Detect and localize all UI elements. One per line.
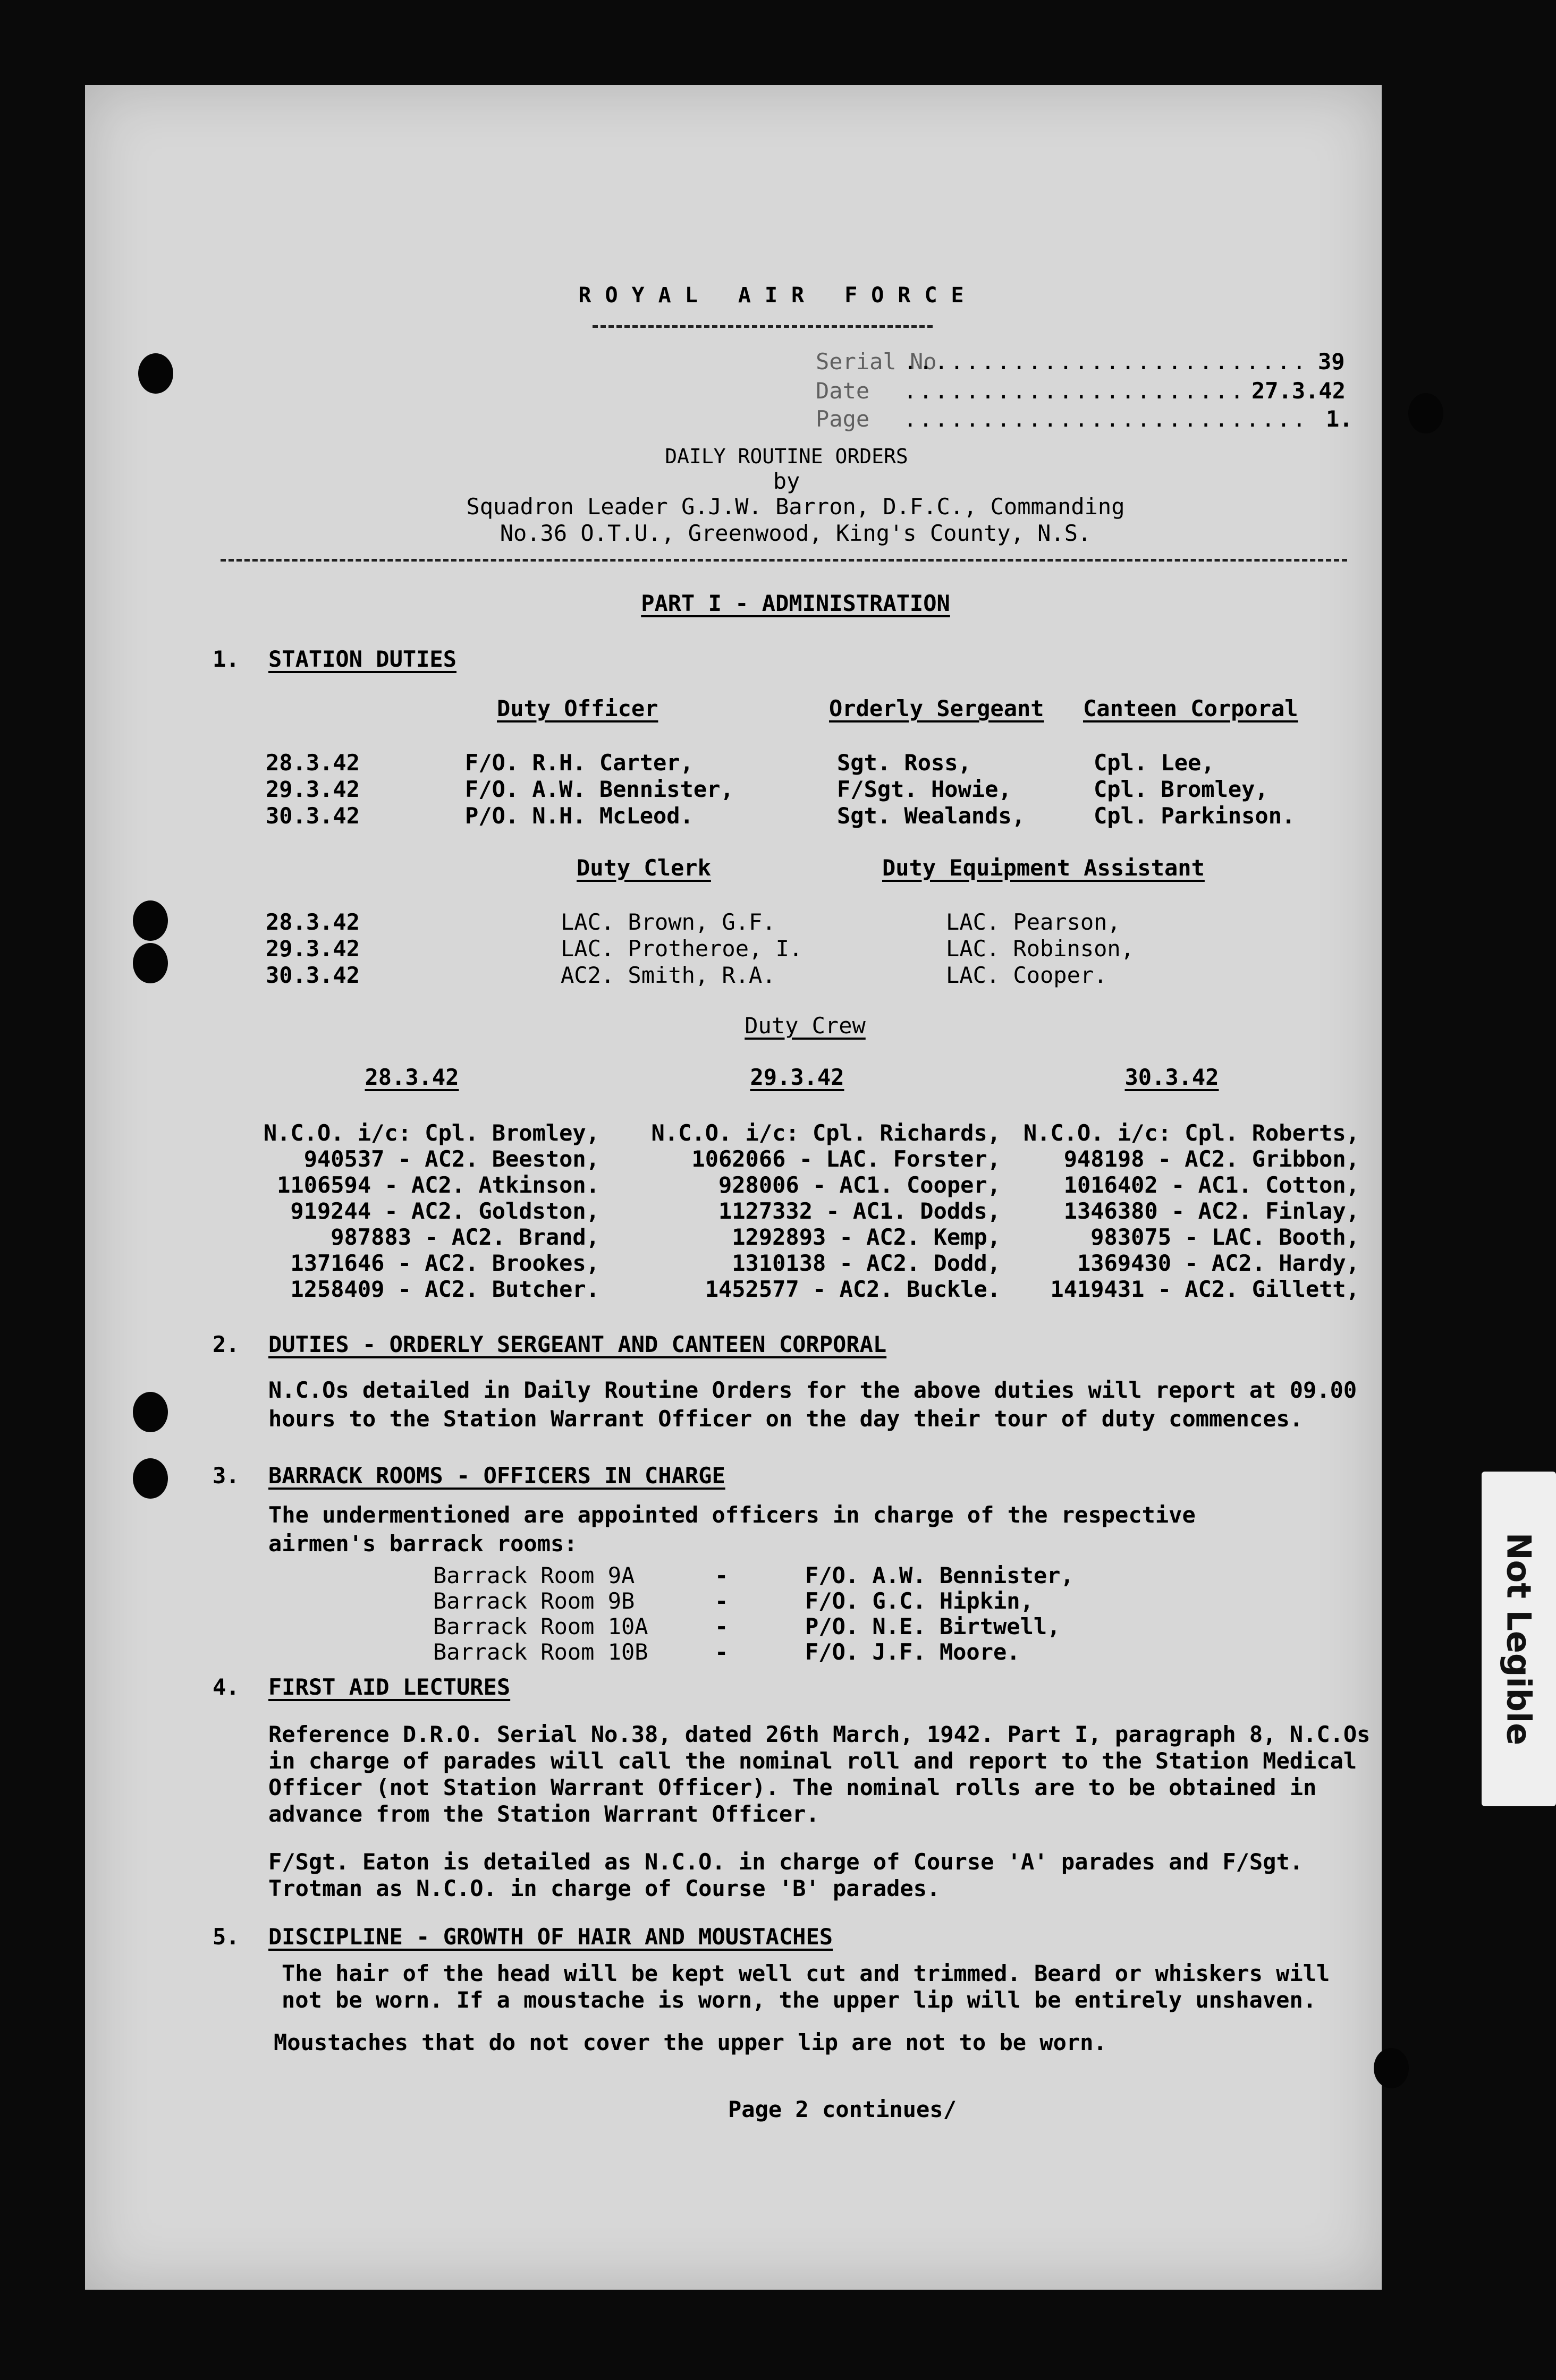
duty-clerk: AC2. Smith, R.A.	[561, 962, 776, 988]
paragraph-line: F/Sgt. Eaton is detailed as N.C.O. in charge of Course 'A' parades and F/Sgt.	[268, 1849, 1304, 1875]
separator: -	[715, 1613, 729, 1639]
part-title: PART I - ADMINISTRATION	[641, 590, 950, 616]
punch-hole	[133, 1392, 168, 1432]
page-dots: ..........................	[903, 406, 1308, 432]
orders-title: DAILY ROUTINE ORDERS	[665, 445, 908, 468]
paragraph-line: N.C.Os detailed in Daily Routine Orders for the above duties will report at 09.00	[268, 1377, 1357, 1403]
crew-line: 919244 - AC2. Goldston,	[290, 1198, 599, 1224]
barrack-officer: P/O. N.E. Birtwell,	[805, 1613, 1061, 1639]
section-paragraph	[282, 1960, 1330, 2013]
paragraph-line: The hair of the head will be kept well cut and trimmed. Beard or whiskers will	[282, 1960, 1330, 1986]
unit: No.36 O.T.U., Greenwood, King's County, N.S.	[500, 520, 1092, 546]
paragraph-line: hours to the Station Warrant Officer on the day their tour of duty commences.	[268, 1406, 1304, 1432]
crew-line: 1258409 - AC2. Butcher.	[290, 1276, 599, 1302]
date-label: Date	[816, 378, 870, 404]
separator: -	[715, 1639, 729, 1665]
barrack-officer: F/O. A.W. Bennister,	[805, 1562, 1074, 1588]
crew-line: 1452577 - AC2. Buckle.	[705, 1276, 1001, 1302]
separator: -	[715, 1562, 729, 1588]
barrack-room: Barrack Room 10A	[433, 1613, 648, 1639]
crew-date: 30.3.42	[1124, 1064, 1219, 1090]
paragraph-line: The undermentioned are appointed officers in charge of the respective	[268, 1502, 1196, 1528]
orders-by: by	[773, 468, 800, 494]
barrack-room: Barrack Room 10B	[433, 1639, 648, 1665]
clerk-date: 29.3.42	[266, 936, 360, 962]
punch-hole	[133, 943, 168, 983]
col-duty-equipment: Duty Equipment Assistant	[882, 855, 1205, 881]
section-paragraph: Moustaches that do not cover the upper lip are not to be worn.	[274, 2029, 1107, 2055]
crew-line: 1369430 - AC2. Hardy,	[1077, 1250, 1359, 1276]
equipment-assistant: LAC. Pearson,	[946, 909, 1121, 935]
section-number: 5.	[213, 1924, 240, 1950]
punch-hole	[1408, 393, 1443, 434]
duty-crew-title: Duty Crew	[745, 1013, 866, 1039]
crew-line: 1371646 - AC2. Brookes,	[290, 1250, 599, 1276]
section-heading: DUTIES - ORDERLY SERGEANT AND CANTEEN CORPORAL	[268, 1331, 887, 1357]
duty-date: 28.3.42	[266, 750, 360, 776]
section-number: 1.	[213, 646, 240, 672]
orderly-sergeant: Sgt. Ross,	[837, 750, 971, 776]
crew-list	[264, 1120, 599, 1302]
barrack-room: Barrack Room 9B	[433, 1588, 635, 1614]
crew-line: 1292893 - AC2. Kemp,	[732, 1224, 1001, 1250]
col-duty-officer: Duty Officer	[497, 695, 658, 721]
page-footer: Page 2 continues/	[728, 2096, 957, 2122]
crew-line: 1419431 - AC2. Gillett,	[1050, 1276, 1359, 1302]
paragraph-line: Officer (not Station Warrant Officer). The nominal rolls are to be obtained in	[268, 1774, 1317, 1800]
punch-hole	[133, 1458, 168, 1499]
duty-clerk: LAC. Protheroe, I.	[561, 936, 803, 962]
equipment-assistant: LAC. Robinson,	[946, 936, 1135, 962]
crew-line: 987883 - AC2. Brand,	[331, 1224, 599, 1250]
barrack-officer: F/O. G.C. Hipkin,	[805, 1588, 1034, 1614]
crew-list	[1024, 1120, 1359, 1302]
col-orderly-sergeant: Orderly Sergeant	[829, 695, 1044, 721]
orderly-sergeant: F/Sgt. Howie,	[837, 776, 1012, 802]
punch-hole	[1374, 2048, 1409, 2088]
paragraph-line: airmen's barrack rooms:	[268, 1531, 578, 1557]
paragraph-line: advance from the Station Warrant Officer.	[268, 1801, 819, 1827]
document-title: ROYAL AIR FORCE	[578, 283, 978, 308]
not-legible-tab	[1482, 1472, 1556, 1806]
page-value: 1.	[1326, 406, 1353, 432]
crew-line: 1016402 - AC1. Cotton,	[1063, 1172, 1359, 1198]
date-dots: ......................	[903, 378, 1246, 404]
duty-clerk: LAC. Brown, G.F.	[561, 909, 776, 935]
duty-date: 29.3.42	[266, 776, 360, 802]
page-label: Page	[816, 406, 870, 432]
crew-line: 948198 - AC2. Gribbon,	[1063, 1146, 1359, 1172]
commander: Squadron Leader G.J.W. Barron, D.F.C., Commanding	[466, 494, 1125, 520]
crew-list	[652, 1120, 1001, 1302]
clerk-date: 30.3.42	[266, 962, 360, 988]
section-number: 4.	[213, 1674, 240, 1700]
duty-date: 30.3.42	[266, 803, 360, 829]
section-number: 3.	[213, 1463, 240, 1489]
crew-line: 983075 - LAC. Booth,	[1090, 1224, 1359, 1250]
section-heading: FIRST AID LECTURES	[268, 1674, 511, 1700]
section-paragraph	[268, 1376, 1357, 1433]
crew-line: 1310138 - AC2. Dodd,	[732, 1250, 1001, 1276]
duty-officer: P/O. N.H. McLeod.	[465, 803, 694, 829]
punch-hole	[133, 900, 168, 941]
col-duty-clerk: Duty Clerk	[577, 855, 711, 881]
orderly-sergeant: Sgt. Wealands,	[837, 803, 1026, 829]
crew-line: 928006 - AC1. Cooper,	[718, 1172, 1001, 1198]
crew-line: N.C.O. i/c: Cpl. Richards,	[651, 1120, 1001, 1146]
clerk-date: 28.3.42	[266, 909, 360, 935]
section-paragraph	[268, 1849, 1303, 1902]
section-paragraph	[268, 1721, 1370, 1828]
paragraph-line: Trotman as N.C.O. in charge of Course 'B' parades.	[268, 1875, 941, 1901]
section-paragraph	[268, 1501, 1196, 1558]
canteen-corporal: Cpl. Parkinson.	[1094, 803, 1296, 829]
tab-note: Not Legible	[1499, 1532, 1538, 1746]
section-heading: STATION DUTIES	[268, 646, 457, 672]
crew-line: N.C.O. i/c: Cpl. Roberts,	[1023, 1120, 1359, 1146]
punch-hole	[138, 353, 173, 394]
header-divider	[221, 559, 1347, 562]
crew-line: N.C.O. i/c: Cpl. Bromley,	[263, 1120, 599, 1146]
equipment-assistant: LAC. Cooper.	[946, 962, 1107, 988]
barrack-officer: F/O. J.F. Moore.	[805, 1639, 1020, 1665]
paragraph-line: in charge of parades will call the nominal roll and report to the Station Medical	[268, 1748, 1357, 1774]
section-number: 2.	[213, 1331, 240, 1357]
date-value: 27.3.42	[1251, 378, 1346, 404]
canteen-corporal: Cpl. Lee,	[1094, 750, 1215, 776]
duty-officer: F/O. A.W. Bennister,	[465, 776, 734, 802]
section-heading: DISCIPLINE - GROWTH OF HAIR AND MOUSTACHES	[268, 1924, 833, 1950]
crew-line: 940537 - AC2. Beeston,	[303, 1146, 599, 1172]
barrack-rooms	[433, 1563, 648, 1665]
crew-line: 1106594 - AC2. Atkinson.	[277, 1172, 599, 1198]
crew-date: 28.3.42	[365, 1064, 459, 1090]
crew-line: 1062066 - LAC. Forster,	[691, 1146, 1001, 1172]
paragraph-line: Reference D.R.O. Serial No.38, dated 26th March, 1942. Part I, paragraph 8, N.C.Os	[268, 1721, 1371, 1747]
col-canteen-corporal: Canteen Corporal	[1083, 695, 1298, 721]
crew-line: 1127332 - AC1. Dodds,	[718, 1198, 1001, 1224]
section-heading: BARRACK ROOMS - OFFICERS IN CHARGE	[268, 1463, 725, 1489]
barrack-officers	[805, 1563, 1074, 1665]
crew-line: 1346380 - AC2. Finlay,	[1063, 1198, 1359, 1224]
serial-dots: ..........................	[903, 348, 1308, 375]
title-underline	[593, 325, 933, 328]
separator: -	[715, 1588, 729, 1614]
paragraph-line: not be worn. If a moustache is worn, the upper lip will be entirely unshaven.	[282, 1987, 1317, 2013]
canteen-corporal: Cpl. Bromley,	[1094, 776, 1269, 802]
barrack-separators	[715, 1563, 728, 1665]
serial-label: Serial No	[816, 348, 937, 375]
duty-officer: F/O. R.H. Carter,	[465, 750, 694, 776]
serial-value: 39	[1318, 348, 1345, 375]
barrack-room: Barrack Room 9A	[433, 1562, 635, 1588]
crew-date: 29.3.42	[750, 1064, 844, 1090]
